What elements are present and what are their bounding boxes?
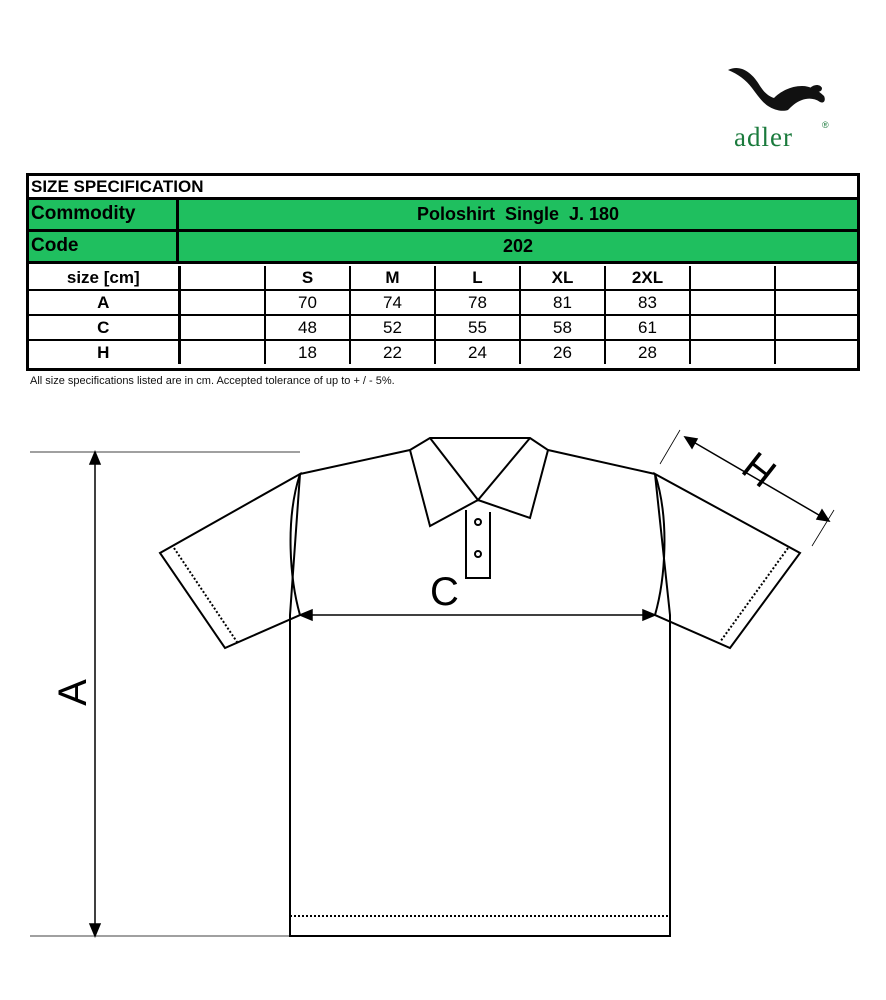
polo-shirt-icon bbox=[0, 420, 886, 980]
header-cell: XL bbox=[520, 266, 605, 290]
table-cell: 78 bbox=[435, 290, 520, 315]
code-row bbox=[29, 232, 857, 264]
polo-diagram bbox=[0, 420, 886, 980]
spec-title: SIZE SPECIFICATION bbox=[29, 176, 857, 200]
table-cell: 26 bbox=[520, 340, 605, 364]
table-cell: 61 bbox=[605, 315, 690, 340]
table-row bbox=[29, 340, 857, 364]
table-cell bbox=[775, 340, 857, 364]
measure-label: A bbox=[29, 290, 179, 315]
commodity-label: Commodity bbox=[29, 200, 179, 229]
header-cell: size [cm] bbox=[29, 266, 179, 290]
header-cell bbox=[775, 266, 857, 290]
table-cell bbox=[179, 290, 265, 315]
measure-label: C bbox=[29, 315, 179, 340]
table-cell bbox=[775, 315, 857, 340]
table-cell: 74 bbox=[350, 290, 435, 315]
header-cell: 2XL bbox=[605, 266, 690, 290]
table-cell: 70 bbox=[265, 290, 350, 315]
header-cell: L bbox=[435, 266, 520, 290]
size-header-row bbox=[29, 266, 857, 290]
brand-name: adler bbox=[734, 122, 793, 152]
table-cell: 58 bbox=[520, 315, 605, 340]
table-cell: 48 bbox=[265, 315, 350, 340]
header-cell: M bbox=[350, 266, 435, 290]
registered-mark: ® bbox=[822, 120, 829, 130]
commodity-row bbox=[29, 200, 857, 232]
dimension-label-a: A bbox=[50, 679, 95, 706]
size-spec-table bbox=[26, 173, 860, 371]
table-cell bbox=[690, 290, 775, 315]
table-row bbox=[29, 315, 857, 340]
measure-label: H bbox=[29, 340, 179, 364]
table-cell: 83 bbox=[605, 290, 690, 315]
commodity-value: Poloshirt Single J. 180 bbox=[416, 204, 620, 224]
table-cell: 22 bbox=[350, 340, 435, 364]
tolerance-note: All size specifications listed are in cm. Accepted tolerance of up to + / - 5%. bbox=[30, 375, 395, 387]
table-row bbox=[29, 290, 857, 315]
code-label: Code bbox=[29, 232, 179, 261]
dimension-label-h: H bbox=[733, 443, 784, 497]
table-cell: 81 bbox=[520, 290, 605, 315]
dimension-label-c: C bbox=[430, 570, 459, 614]
adler-logo bbox=[718, 52, 838, 162]
table-cell: 52 bbox=[350, 315, 435, 340]
table-cell bbox=[179, 315, 265, 340]
table-cell bbox=[775, 290, 857, 315]
table-cell: 18 bbox=[265, 340, 350, 364]
table-cell: 24 bbox=[435, 340, 520, 364]
table-cell bbox=[690, 340, 775, 364]
table-cell: 28 bbox=[605, 340, 690, 364]
table-cell bbox=[690, 315, 775, 340]
header-cell: S bbox=[265, 266, 350, 290]
table-cell: 55 bbox=[435, 315, 520, 340]
table-cell bbox=[179, 340, 265, 364]
header-cell bbox=[179, 266, 265, 290]
sizes-grid bbox=[29, 266, 857, 364]
header-cell bbox=[690, 266, 775, 290]
bird-icon bbox=[718, 52, 838, 122]
code-value: 202 bbox=[502, 236, 534, 256]
